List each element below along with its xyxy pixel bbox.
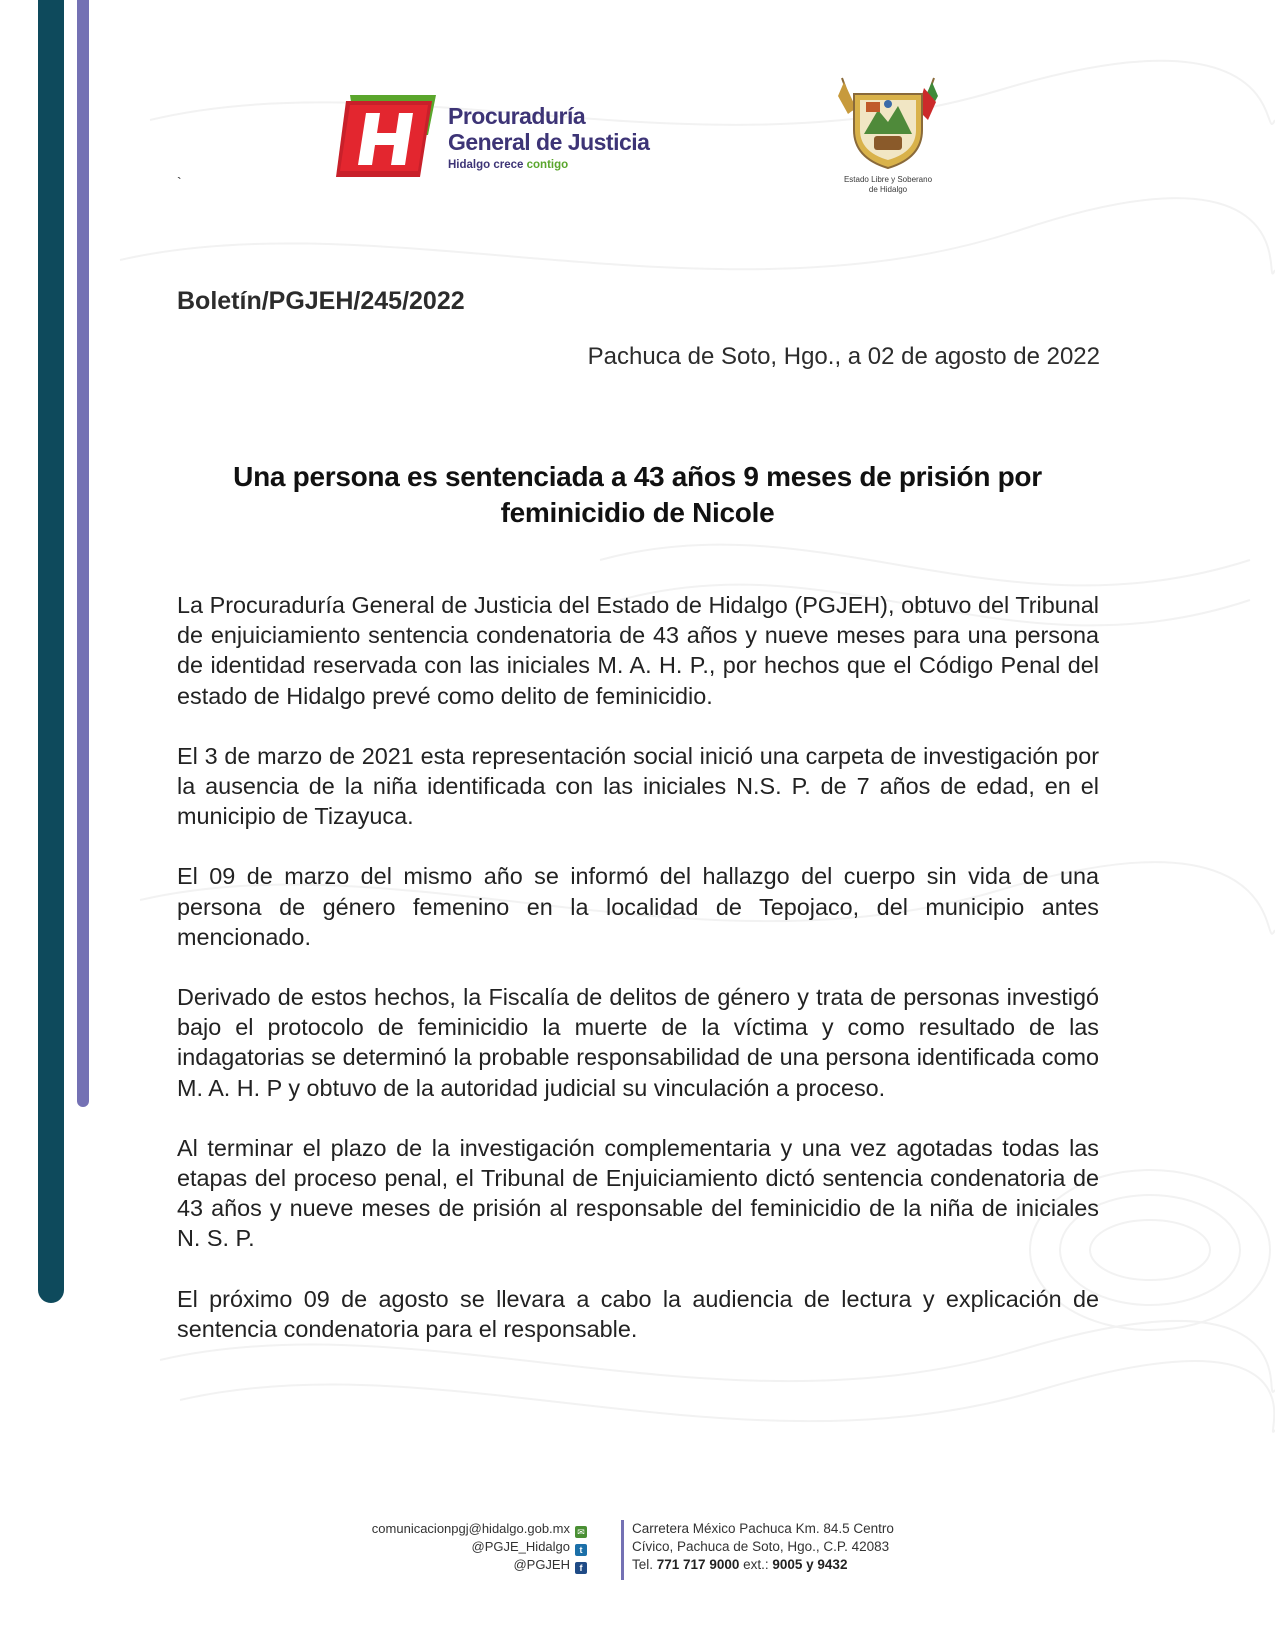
hidalgo-coat-of-arms (828, 74, 948, 206)
twitter-handle[interactable]: @PGJE_Hidalgo (471, 1539, 570, 1554)
org-name-line2: General de Justicia (448, 129, 650, 155)
pgj-logo (336, 95, 666, 185)
footer-divider (621, 1520, 624, 1580)
address-line2: Cívico, Pachuca de Soto, Hgo., C.P. 42083 (632, 1539, 890, 1554)
bulletin-number: Boletín/PGJEH/245/2022 (177, 287, 465, 315)
crest-caption-line2: de Hidalgo (868, 185, 908, 194)
phone-line (632, 1556, 894, 1574)
ext-numbers: 9005 y 9432 (772, 1557, 848, 1572)
logo-tagline (448, 159, 568, 171)
paragraph: Al terminar el plazo de la investigación complementaria y una vez agotadas todas las etapas del proceso penal, el Tribunal de Enjuiciamiento dictó sentencia condenatoria de 43 años y nueve meses de prisión al responsable del feminicidio de la niña de iniciales N. S. P. (177, 1134, 1099, 1252)
contact-list (372, 1520, 587, 1574)
ext-label: ext.: (739, 1557, 773, 1572)
contact-facebook[interactable] (372, 1556, 587, 1574)
facebook-icon: f (575, 1562, 587, 1574)
decorative-teal-bar (38, 0, 64, 1303)
org-name-line1: Procuraduría (448, 103, 586, 129)
address-line1: Carretera México Pachuca Km. 84.5 Centro (632, 1521, 894, 1536)
decorative-purple-bar (77, 0, 89, 1107)
coat-of-arms-icon (836, 74, 940, 172)
mail-icon: ✉ (575, 1526, 587, 1538)
stray-mark: ` (177, 174, 182, 190)
contact-twitter[interactable] (372, 1538, 587, 1556)
twitter-icon: t (575, 1544, 587, 1556)
footer (300, 1520, 1000, 1590)
tagline-accent: contigo (526, 159, 569, 171)
crest-caption (828, 175, 948, 195)
contact-email[interactable] (372, 1520, 587, 1538)
paragraph: La Procuraduría General de Justicia del Estado de Hidalgo (PGJEH), obtuvo del Tribunal de enjuiciamiento sentencia condenatoria de 43 años y nueve meses para una persona de identidad reservada con las iniciales M. A. H. P., por hechos que el Código Penal del estado de Hidalgo prevé como delito de feminicidio. (177, 592, 1099, 709)
headline: Una persona es sentenciada a 43 años 9 meses de prisión por feminicidio de Nicole (233, 461, 1042, 528)
date-location: Pachuca de Soto, Hgo., a 02 de agosto de 2022 (587, 343, 1100, 370)
address-block (632, 1520, 894, 1574)
paragraph: El 3 de marzo de 2021 esta representación social inició una carpeta de investigación por la ausencia de la niña identificada con las iniciales N.S. P. de 7 años de edad, en el municipio de Tizayuca. (177, 742, 1099, 830)
facebook-handle[interactable]: @PGJEH (513, 1557, 570, 1572)
paragraph: El próximo 09 de agosto se llevara a cabo la audiencia de lectura y explicación de sentencia condenatoria para el responsable. (177, 1285, 1099, 1342)
article-body (177, 590, 1099, 1374)
paragraph: El 09 de marzo del mismo año se informó del hallazgo del cuerpo sin vida de una persona de género femenino en la localidad de Tepojaco, del municipio antes mencionado. (177, 863, 1099, 950)
pgj-h-logo-icon (336, 95, 436, 181)
crest-caption-line1: Estado Libre y Soberano (843, 175, 933, 184)
phone-number: 771 717 9000 (656, 1557, 740, 1572)
paragraph: Derivado de estos hechos, la Fiscalía de delitos de género y trata de personas investigó bajo el protocolo de feminicidio la muerte de la víctima y como resultado de las indagatorias se determinó la probable responsabilidad de una persona identificada como M. A. H. P y obtuvo de la autoridad judicial su vinculación a proceso. (177, 984, 1099, 1101)
tagline-prefix: Hidalgo crece (448, 159, 527, 171)
email-text[interactable]: comunicacionpgj@hidalgo.gob.mx (371, 1521, 570, 1536)
phone-label: Tel. (632, 1557, 657, 1572)
